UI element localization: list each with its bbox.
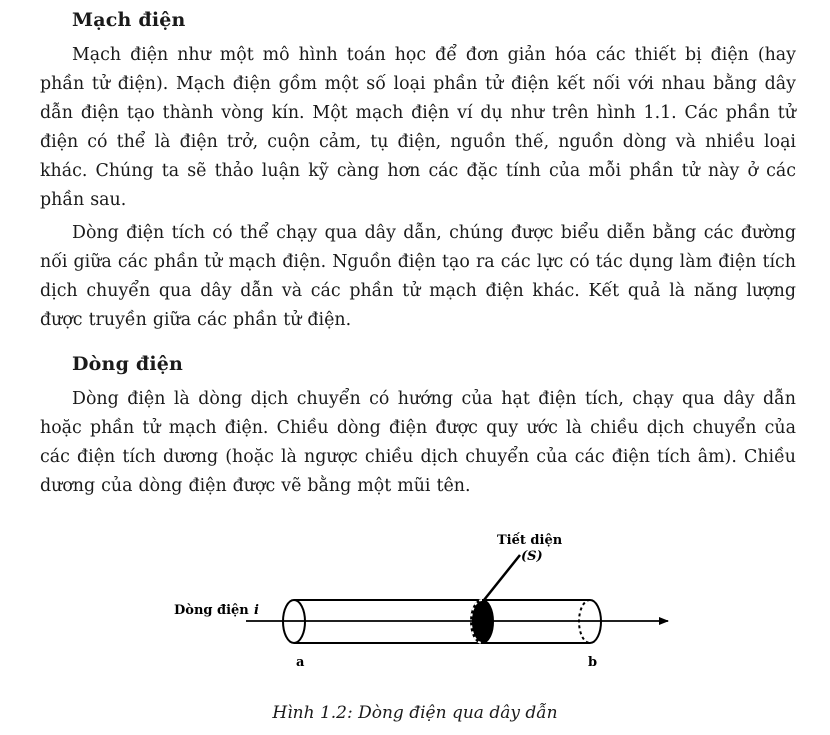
section-heading-mach-dien: Mạch điện [72, 9, 186, 31]
end-a-label: a [296, 655, 305, 670]
cross-section-leader [484, 555, 520, 600]
paragraph-dong-dien-1: Dòng điện là dòng dịch chuyển có hướng của hạt điện tích, chạy qua dây dẫn hoặc phần tử mạch điện. Chiều dòng điện được quy ước là chiều dịch chuyển của các điện tích dương (hoặc là ngược chiều dịch chuyển của các điện tích âm). Chiều dương của dòng điện được vẽ bằng một mũi tên. [40, 389, 796, 496]
section-heading-dong-dien: Dòng điện [72, 353, 184, 375]
figure-caption: Hình 1.2: Dòng điện qua dây dẫn [272, 703, 558, 723]
paragraph-mach-dien-1: Mạch điện như một mô hình toán học để đơn giản hóa các thiết bị điện (hay phần tử điện). Mạch điện gồm một số loại phần tử điện kết nối với nhau bằng dây dẫn điện tạo thành vòng kín. Một mạch điện ví dụ như trên hình 1.1. Các phần tử điện có thể là điện trở, cuộn cảm, tụ điện, nguồn thế, nguồn dòng và nhiều loại khác. Chúng ta sẽ thảo luận kỹ càng hơn các đặc tính của mỗi phần tử này ở các phần sau. [40, 45, 796, 210]
current-label: Dòng điện [174, 603, 249, 618]
conductor-figure [0, 520, 830, 685]
paragraph-mach-dien-2: Dòng điện tích có thể chạy qua dây dẫn, chúng được biểu diễn bằng các đường nối giữa các phần tử mạch điện. Nguồn điện tạo ra các lực có tác dụng làm điện tích dịch chuyển qua dây dẫn và các phần tử mạch điện khác. Kết quả là năng lượng được truyền giữa các phần tử điện. [40, 223, 796, 330]
current-symbol: i [254, 603, 259, 618]
cross-section-label: Tiết diện [497, 533, 563, 548]
cross-section-symbol: (S) [521, 549, 543, 564]
end-b-label: b [588, 655, 598, 670]
